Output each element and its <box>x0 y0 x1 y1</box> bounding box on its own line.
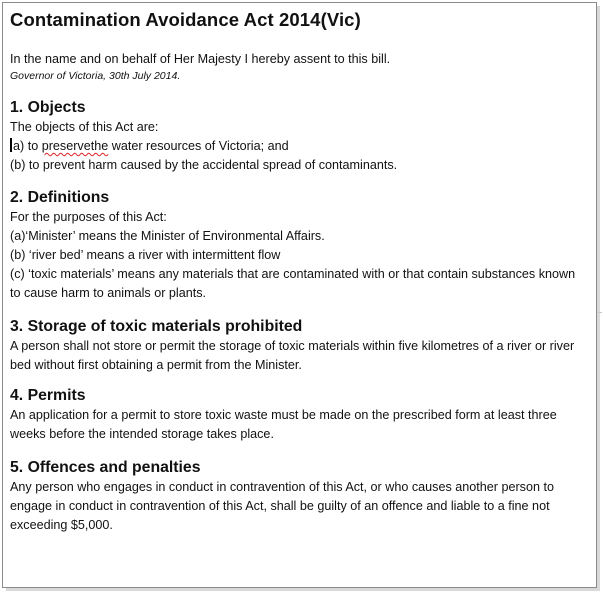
section-heading: 5. Offences and penalties <box>10 459 201 476</box>
definition-a: (a)‘Minister’ means the Minister of Environmental Affairs. <box>10 229 325 243</box>
section-definitions <box>10 187 588 303</box>
document-page[interactable] <box>2 2 597 588</box>
page-shadow-right <box>597 6 600 590</box>
objects-item-b: (b) to prevent harm caused by the accidental spread of contaminants. <box>10 158 398 172</box>
section-storage <box>10 316 588 375</box>
section-heading: 1. Objects <box>10 99 86 116</box>
section-permits <box>10 385 588 444</box>
section-intro: The objects of this Act are: <box>10 120 159 134</box>
governor-signature-line: Governor of Victoria, 30th July 2014. <box>10 70 181 82</box>
section-heading: 3. Storage of toxic materials prohibited <box>10 318 303 335</box>
item-a-prefix: a) to <box>13 139 42 153</box>
section-body: Any person who engages in conduct in contravention of this Act, or who causes another person to engage in conduct in contravention of this Act, shall be guilty of an offence and liable to a fine not exceeding $5,000. <box>10 480 554 532</box>
section-heading: 2. Definitions <box>10 189 110 206</box>
document-title: Contamination Avoidance Act 2014(Vic) <box>10 9 361 30</box>
page-shadow-bottom <box>6 588 600 591</box>
definition-b: (b) ‘river bed’ means a river with intermittent flow <box>10 248 281 262</box>
section-heading: 4. Permits <box>10 387 86 404</box>
section-intro: For the purposes of this Act: <box>10 210 167 224</box>
item-a-suffix: water resources of Victoria; and <box>108 139 289 153</box>
definition-c: (c) ‘toxic materials’ means any materials that are contaminated with or that contain substances known to cause harm to animals or plants. <box>10 267 576 300</box>
misspelled-word[interactable]: preservethe <box>41 139 109 153</box>
section-body: A person shall not store or permit the storage of toxic materials within five kilometres of a river or river bed without first obtaining a permit from the Minister. <box>10 339 575 372</box>
page-edge-tick <box>598 312 602 313</box>
assent-statement: In the name and on behalf of Her Majesty I hereby assent to this bill. <box>10 52 391 66</box>
section-offences <box>10 457 588 535</box>
text-cursor[interactable] <box>10 138 12 152</box>
section-objects <box>10 97 588 175</box>
objects-item-a <box>10 137 588 156</box>
section-body: An application for a permit to store toxic waste must be made on the prescribed form at least three weeks before the intended storage takes place. <box>10 408 557 441</box>
